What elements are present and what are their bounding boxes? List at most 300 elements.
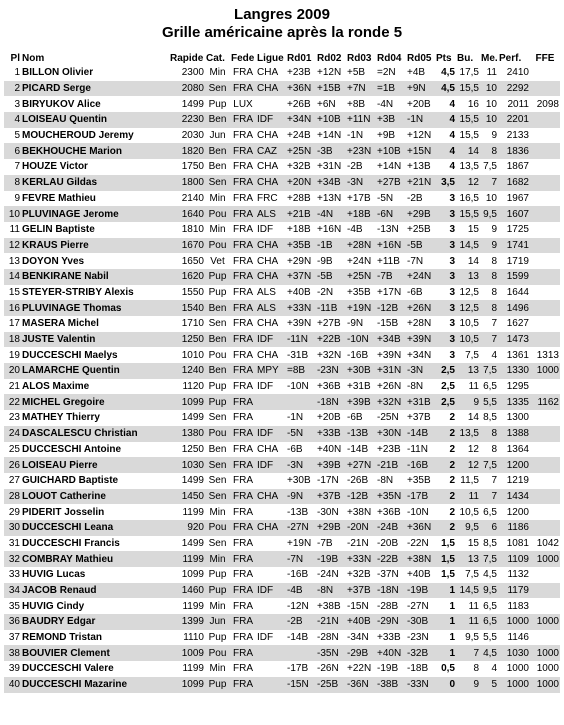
table-row [4,489,560,505]
cell-round-4: -21B [377,459,399,471]
cell-median: 8 [491,302,497,314]
cell-round-4: +14N [377,161,402,173]
cell-rapide: 1120 [182,381,204,393]
table-row [4,143,560,159]
cell-points: 3 [449,286,455,298]
cell-league [256,551,286,567]
cell-buchholz: 17,5 [459,67,479,79]
cell-round-1: -31B [287,349,309,361]
cell-round-1: +28B [287,192,311,204]
table-row [4,457,560,473]
cell-league [256,394,286,410]
cell-buchholz: 13 [467,553,479,565]
cell-round-3: +31B [347,381,371,393]
cell-median: 11 [486,67,497,79]
cell-pl: 24 [8,428,20,440]
cell-league [256,645,286,661]
cell-player-name: JUSTE Valentin [22,334,96,346]
cell-rapide: 1250 [181,334,204,346]
cell-round-5: +39N [407,334,432,346]
cell-median: 7,5 [483,161,497,173]
cell-round-1: -16B [287,569,309,581]
header-rd03: Rd03 [347,52,372,64]
cell-buchholz: 14 [467,255,479,267]
cell-pl: 10 [8,208,20,220]
table-row [4,394,560,410]
cell-category: Pup [208,569,227,581]
cell-category: Pup [208,585,227,597]
cell-player-name: DUCCESCHI Francis [22,537,120,549]
cell-round-4: +31N [377,365,402,377]
cell-points: 2 [449,412,455,424]
cell-category: Ben [208,334,227,346]
cell-round-5: +38N [407,553,432,565]
cell-round-3: +11N [347,114,371,126]
cell-performance: 1330 [506,365,529,377]
cell-league: ALS [257,302,276,314]
cell-performance: 1867 [506,161,529,173]
cell-rapide: 1010 [181,349,204,361]
cell-round-4: +11B [377,255,400,267]
cell-round-2: -8N [317,585,334,597]
cell-median: 7 [491,490,497,502]
cell-league: CHA [257,522,279,534]
cell-round-2: +37B [317,490,341,502]
cell-points: 4,5 [441,67,455,79]
cell-performance: 1219 [506,475,529,487]
cell-league [256,96,286,112]
cell-round-4: +39N [377,349,402,361]
cell-performance: 1607 [506,208,529,220]
table-row [4,253,560,269]
cell-median: 4,5 [483,569,497,581]
cell-pl: 31 [8,537,20,549]
cell-round-3: -16B [347,349,369,361]
cell-pl: 27 [8,475,20,487]
cell-buchholz: 12 [467,459,479,471]
cell-league [256,677,286,693]
cell-pl: 14 [8,271,20,283]
cell-round-1: +30B [287,475,311,487]
cell-rapide: 1620 [181,271,204,283]
cell-round-3: -2B [347,161,363,173]
cell-buchholz: 7,5 [465,569,479,581]
cell-round-4: =1B [377,83,396,95]
cell-federation: FRA [233,67,253,79]
cell-round-2: -21N [317,616,339,628]
cell-round-2: +22B [317,334,341,346]
cell-category: Ben [208,443,227,455]
cell-player-name: LOISEAU Quentin [22,114,107,126]
cell-ffe-rating: 1042 [536,537,559,549]
cell-points: 2,5 [441,381,455,393]
cell-player-name: DUCCESCHI Maelys [22,349,118,361]
header-me: Me. [481,52,498,64]
cell-points: 3 [449,192,455,204]
cell-round-4: -29N [377,616,399,628]
cell-buchholz: 9,5 [465,632,479,644]
cell-round-4: -4N [377,98,394,110]
header-perf: Perf. [499,52,522,64]
cell-pl: 40 [8,679,20,691]
cell-round-1: +39N [287,318,312,330]
cell-median: 5 [491,679,497,691]
cell-median: 7,5 [483,365,497,377]
standings-table [4,51,560,693]
cell-ffe-rating [530,159,560,175]
cell-round-1: +35B [287,239,311,251]
cell-ffe-rating [530,128,560,144]
cell-federation: FRA [233,679,253,691]
cell-buchholz: 11 [468,616,479,628]
cell-performance: 1000 [506,663,529,675]
cell-player-name: LOUOT Catherine [22,490,106,502]
cell-category: Pup [208,679,227,691]
cell-round-3: +39B [347,396,371,408]
table-row [4,442,560,458]
cell-round-5: +31B [407,396,431,408]
cell-round-5: -11N [407,443,428,455]
cell-performance: 1836 [506,145,529,157]
cell-points: 3 [449,349,455,361]
cell-performance: 1186 [507,522,529,534]
cell-round-2: +16N [317,224,342,236]
cell-pl: 7 [14,161,20,173]
cell-league [256,567,286,583]
cell-round-3: +28N [347,239,372,251]
cell-round-1: +18B [287,224,311,236]
cell-ffe-rating [530,175,560,191]
cell-round-5: +15N [407,145,432,157]
table-row [4,81,560,97]
cell-player-name: HUVIG Lucas [22,569,86,581]
cell-round-1: +25N [287,145,312,157]
cell-category: Pup [208,396,227,408]
cell-round-3: +33N [347,553,372,565]
cell-ffe-rating [530,457,560,473]
table-header-row [4,51,560,65]
cell-round-3: -15N [347,600,369,612]
cell-ffe-rating [530,630,560,646]
cell-player-name: BAUDRY Edgar [22,616,96,628]
cell-league: CHA [257,161,279,173]
cell-federation: FRA [233,506,253,518]
cell-pl: 37 [8,632,20,644]
cell-performance: 1496 [506,302,529,314]
cell-points: 1,5 [441,553,455,565]
cell-median: 4 [491,663,497,675]
cell-rapide: 1030 [181,459,204,471]
cell-pl: 12 [8,239,20,251]
cell-performance: 1644 [506,286,529,298]
cell-median: 10 [485,83,497,95]
cell-points: 3,5 [441,177,455,189]
cell-round-5: -8N [407,381,424,393]
cell-pl: 25 [8,443,20,455]
cell-player-name: DUCCESCHI Antoine [22,443,122,455]
cell-ffe-rating [530,300,560,316]
cell-rapide: 1199 [182,600,204,612]
cell-ffe-rating [530,379,560,395]
table-row [4,504,560,520]
cell-rapide: 1540 [181,302,204,314]
cell-rapide: 1499 [181,475,204,487]
cell-round-1: -6B [287,443,303,455]
cell-round-5: +21N [407,177,432,189]
cell-ffe-rating [530,206,560,222]
header-cat: Cat. [206,52,225,64]
cell-pl: 8 [14,177,20,189]
cell-pl: 23 [8,412,20,424]
cell-federation: FRA [233,616,253,628]
cell-median: 6,5 [483,616,497,628]
cell-rapide: 1380 [181,428,204,440]
cell-round-3: +38N [347,506,372,518]
cell-category: Sen [208,83,227,95]
cell-round-2: +39B [317,459,341,471]
cell-median: 8 [491,428,497,440]
cell-round-3: +8B [347,98,366,110]
cell-ffe-rating [530,583,560,599]
cell-federation: FRA [233,663,253,675]
table-row [4,551,560,567]
cell-round-3: -14B [347,443,369,455]
cell-performance: 1967 [506,192,529,204]
cell-points: 2 [449,459,455,471]
cell-ffe-rating: 2098 [536,98,559,110]
cell-round-3: +25N [347,271,372,283]
cell-round-5: +29B [407,208,431,220]
cell-federation: FRA [233,271,253,283]
cell-performance: 1335 [506,396,529,408]
cell-round-1: -3N [287,459,304,471]
cell-round-5: +35B [407,475,431,487]
cell-buchholz: 15,5 [459,208,479,220]
cell-ffe-rating: 1313 [536,349,559,361]
cell-round-5: +13B [407,161,431,173]
cell-buchholz: 12 [467,443,479,455]
cell-round-5: -16B [407,459,429,471]
table-row [4,661,560,677]
cell-player-name: LAMARCHE Quentin [22,365,120,377]
cell-player-name: BOUVIER Clement [22,647,110,659]
cell-points: 2,5 [441,365,455,377]
cell-pl: 20 [8,365,20,377]
cell-round-4: +26N [377,381,402,393]
cell-buchholz: 14,5 [459,585,479,597]
cell-category: Pou [208,428,227,440]
cell-performance: 2292 [506,83,529,95]
cell-ffe-rating [530,191,560,207]
cell-pl: 33 [8,569,20,581]
cell-points: 2 [449,475,455,487]
cell-round-1: -27N [287,522,309,534]
table-row [4,630,560,646]
cell-rapide: 2080 [181,83,204,95]
table-row [4,410,560,426]
cell-round-5: -23N [407,632,429,644]
cell-round-1 [286,645,316,661]
cell-round-2: -26N [317,663,339,675]
cell-round-3: -4B [347,224,363,236]
cell-round-5: +9N [407,83,426,95]
cell-round-2: +6N [317,98,336,110]
cell-round-4: -13N [377,224,399,236]
cell-federation: FRA [233,83,253,95]
cell-category: Sen [208,475,227,487]
cell-round-4: -19B [377,663,399,675]
cell-ffe-rating [530,473,560,489]
cell-federation: FRA [233,569,253,581]
table-row [4,598,560,614]
cell-points: 4 [449,114,455,126]
cell-round-2: +34B [317,177,341,189]
table-row [4,363,560,379]
cell-league: FRC [257,192,278,204]
cell-player-name: PLUVINAGE Thomas [22,302,122,314]
cell-round-5: -32B [407,647,429,659]
cell-round-5: -10N [407,506,429,518]
standings-body [4,65,560,693]
cell-round-1: -2B [287,616,303,628]
cell-points: 4 [449,145,455,157]
table-row [4,379,560,395]
cell-pl: 17 [8,318,20,330]
cell-round-5: -14B [407,428,429,440]
cell-round-3: +35B [347,286,371,298]
table-row [4,191,560,207]
cell-median: 7 [491,177,497,189]
cell-federation: FRA [233,161,253,173]
cell-league [256,661,286,677]
cell-pl: 16 [8,302,20,314]
cell-performance: 1179 [507,585,529,597]
cell-buchholz: 13,5 [459,161,479,173]
cell-league [256,504,286,520]
cell-points: 1,5 [441,569,455,581]
table-row [4,332,560,348]
cell-league: CHA [257,490,279,502]
cell-median: 8,5 [483,537,497,549]
cell-performance: 1000 [506,616,529,628]
cell-buchholz: 14 [467,412,479,424]
cell-buchholz: 15,5 [459,130,479,142]
cell-performance: 1000 [506,679,529,691]
cell-performance: 1109 [507,553,529,565]
header-rd01: Rd01 [287,52,312,64]
cell-round-5: +36N [407,522,432,534]
cell-performance: 1183 [507,600,529,612]
cell-buchholz: 14,5 [459,239,479,251]
cell-performance: 1030 [506,647,529,659]
table-row [4,269,560,285]
cell-round-1: +40B [287,286,311,298]
cell-round-5: -17B [407,490,429,502]
cell-round-1: +36N [287,83,312,95]
cell-pl: 26 [8,459,20,471]
cell-pl: 2 [14,83,20,95]
cell-round-3: -26B [347,475,369,487]
cell-round-3: +27N [347,459,372,471]
cell-round-4: -37N [377,569,399,581]
cell-points: 2 [449,490,455,502]
cell-league: CHA [257,349,279,361]
cell-round-4: -12B [377,302,399,314]
cell-rapide: 1750 [181,161,204,173]
cell-round-2: -30N [317,506,339,518]
cell-round-1: +32B [287,161,311,173]
cell-ffe-rating: 1162 [537,396,559,408]
cell-pl: 39 [8,663,20,675]
cell-round-5: +24N [407,271,432,283]
cell-rapide: 1199 [182,506,204,518]
cell-round-2: +36B [317,381,341,393]
cell-rapide: 1099 [181,569,204,581]
header-pl: Pl [10,52,20,64]
cell-round-3: -20N [347,522,369,534]
cell-federation: FRA [233,318,253,330]
cell-rapide: 1460 [181,585,204,597]
cell-federation: FRA [233,647,253,659]
cell-buchholz: 13 [467,271,479,283]
cell-median: 5,5 [483,632,497,644]
cell-points: 3 [449,318,455,330]
cell-federation: FRA [233,396,253,408]
cell-round-4: +40N [377,647,402,659]
cell-federation: FRA [233,428,253,440]
cell-buchholz: 15,5 [459,83,479,95]
table-row [4,128,560,144]
cell-buchholz: 7,5 [465,349,479,361]
cell-median: 10 [485,114,497,126]
cell-category: Vet [210,255,225,267]
cell-round-3: +19N [347,302,372,314]
cell-round-2: +20B [317,412,341,424]
cell-points: 3 [449,224,455,236]
cell-rapide: 1099 [181,396,204,408]
cell-performance: 1599 [506,271,529,283]
cell-player-name: ALOS Maxime [22,381,90,393]
cell-round-2: +29B [317,522,341,534]
header-name: Nom [22,52,45,64]
cell-median: 6,5 [483,506,497,518]
cell-pl: 35 [8,600,20,612]
cell-category: Sen [208,318,227,330]
cell-median: 7 [491,334,497,346]
cell-federation: FRA [233,600,253,612]
cell-round-3: -36N [347,679,369,691]
cell-buchholz: 14 [467,145,479,157]
cell-buchholz: 7 [473,647,479,659]
table-row [4,347,560,363]
cell-league: IDF [257,114,274,126]
cell-points: 4 [449,161,455,173]
cell-round-2: -19B [317,553,339,565]
cell-federation: FRA [233,239,253,251]
cell-buchholz: 16,5 [459,192,479,204]
cell-category: Min [209,600,226,612]
cell-median: 4,5 [483,647,497,659]
page-subtitle: Grille américaine après la ronde 5 [161,24,403,41]
cell-round-4: -24B [377,522,399,534]
cell-player-name: DUCCESCHI Leana [22,522,114,534]
table-row [4,536,560,552]
cell-ffe-rating: 1000 [536,663,559,675]
cell-round-5: -3N [407,365,424,377]
cell-pl: 1 [14,67,20,79]
cell-round-1: +37N [287,271,312,283]
cell-buchholz: 9 [473,679,479,691]
